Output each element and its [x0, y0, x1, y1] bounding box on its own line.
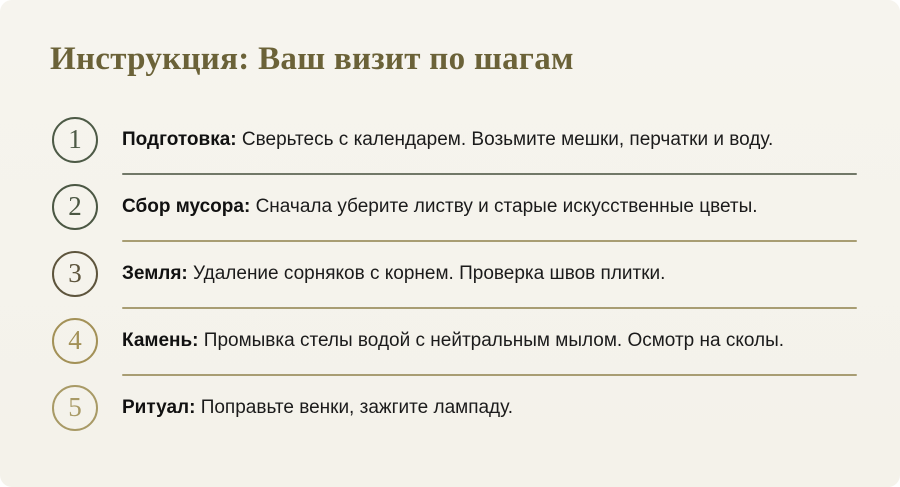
step-label: Подготовка: — [122, 128, 237, 150]
step-number: 5 — [68, 391, 82, 422]
step-row-1 — [50, 108, 856, 173]
step-row-4 — [50, 309, 856, 374]
step-description: Удаление сорняков с корнем. Проверка швов плитки. — [193, 262, 666, 284]
step-label: Ритуал: — [122, 396, 196, 418]
step-label: Камень: — [122, 329, 199, 351]
page-title: Инструкция: Ваш визит по шагам — [50, 41, 574, 77]
step-number-circle — [52, 318, 98, 364]
step-number: 4 — [68, 324, 82, 355]
step-label: Земля: — [122, 262, 188, 284]
step-description: Поправьте венки, зажгите лампаду. — [200, 396, 514, 418]
step-number: 3 — [68, 257, 82, 288]
step-row-5 — [50, 376, 856, 441]
step-text — [122, 329, 784, 354]
step-number-circle — [52, 385, 98, 431]
step-description: Сначала уберите листву и старые искусственные цветы. — [255, 195, 758, 217]
step-text — [122, 195, 758, 220]
step-number-circle — [52, 251, 98, 297]
step-number-circle — [52, 117, 98, 163]
step-label: Сбор мусора: — [122, 195, 251, 217]
step-number-circle — [52, 184, 98, 230]
step-text — [122, 262, 665, 287]
step-row-2 — [50, 175, 856, 240]
step-number: 2 — [68, 190, 82, 221]
step-text — [122, 396, 513, 421]
steps-list — [50, 108, 856, 441]
step-text — [122, 128, 773, 153]
step-row-3 — [50, 242, 856, 307]
step-description: Сверьтесь с календарем. Возьмите мешки, перчатки и воду. — [241, 128, 774, 150]
step-description: Промывка стелы водой с нейтральным мылом. Осмотр на сколы. — [203, 329, 785, 351]
step-number: 1 — [68, 123, 82, 154]
